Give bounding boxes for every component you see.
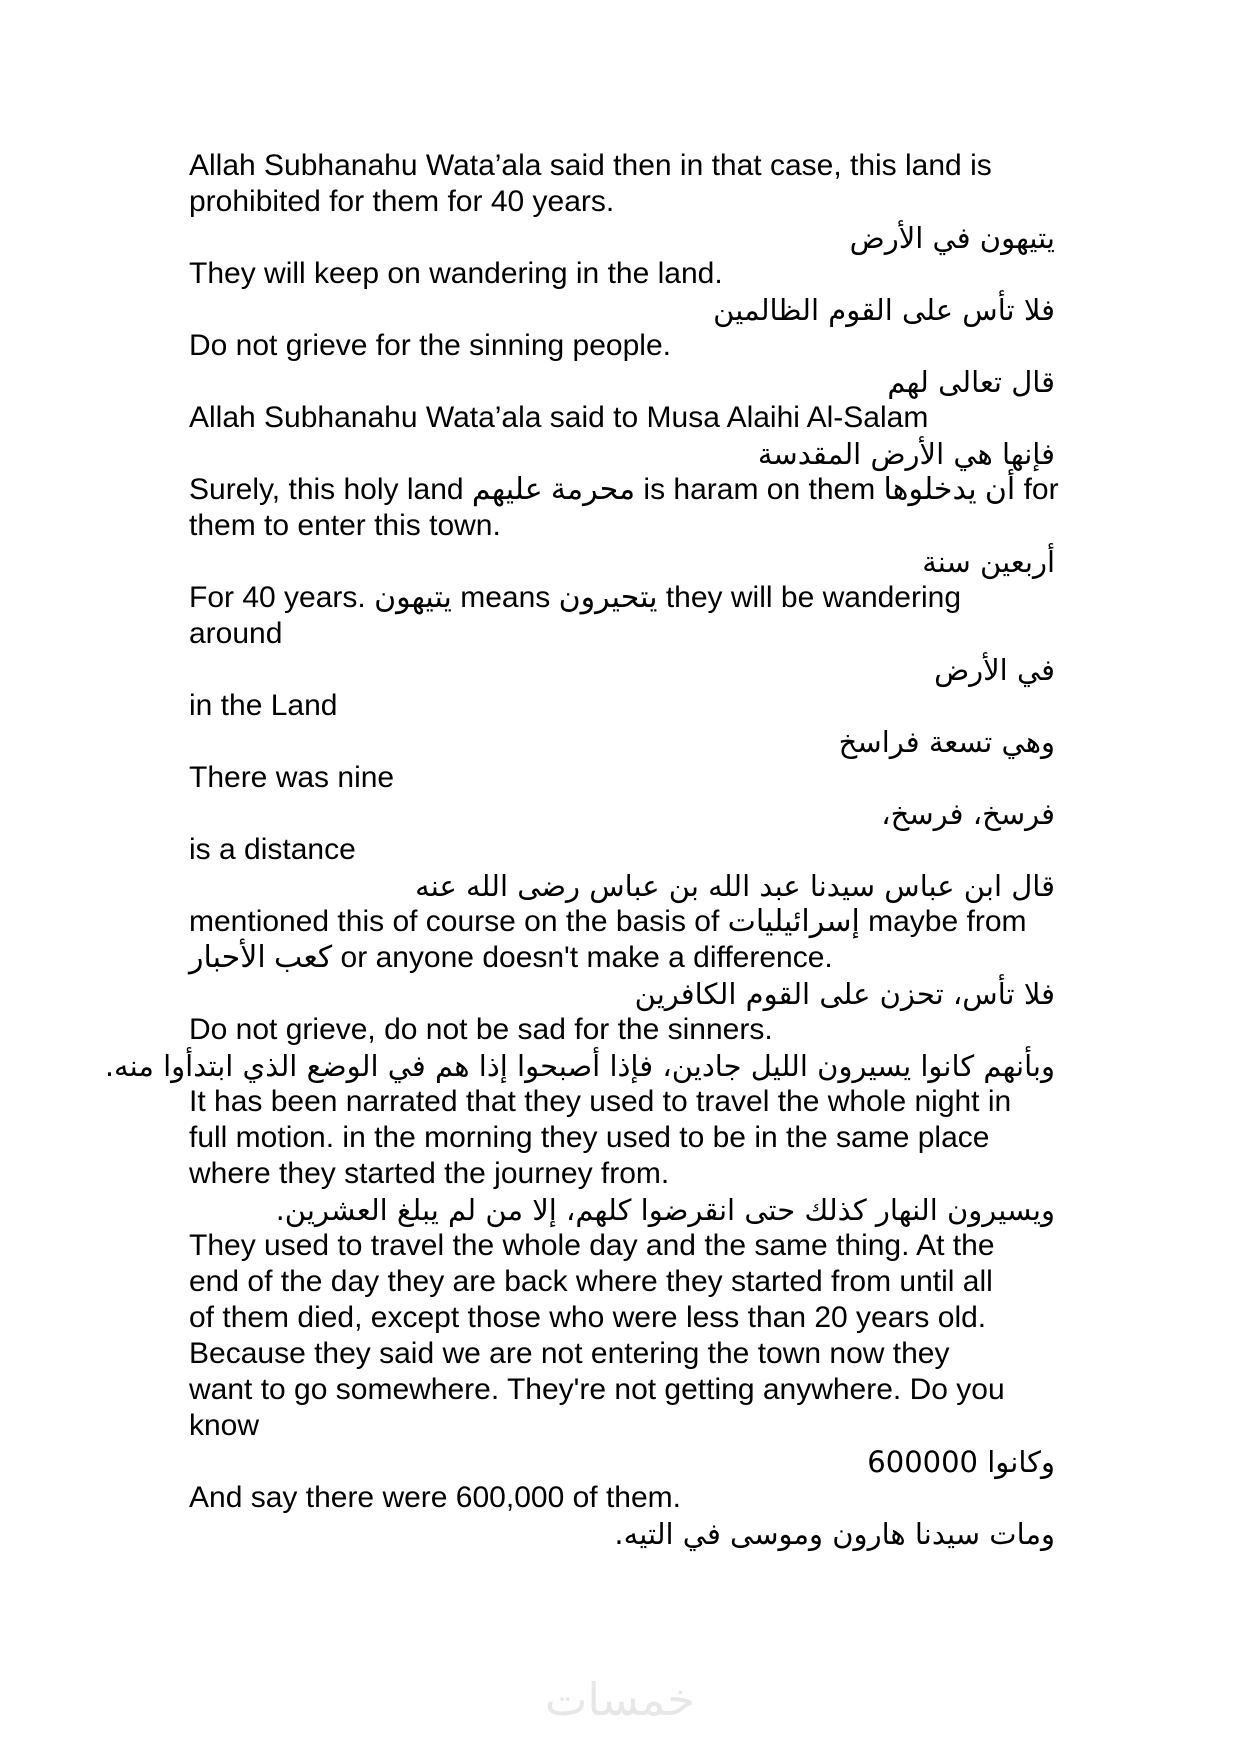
english-line: want to go somewhere. They're not getting anywhere. Do you [189, 1373, 1005, 1406]
arabic-line: فلا تأس، تحزن على القوم الكافرين [634, 977, 1055, 1011]
arabic-line: وبأنهم كانوا يسيرون الليل جادين، فإذا أصبحوا إذا هم في الوضع الذي ابتدأوا منه. [104, 1049, 1055, 1083]
mixed-line: For 40 years. يتيهون means يتحيرون they will be wandering [189, 581, 962, 614]
arabic-line: وكانوا 600000 [867, 1445, 1055, 1479]
arabic-line: قال ابن عباس سيدنا عبد الله بن عباس رضى الله عنه [415, 869, 1055, 903]
english-line: prohibited for them for 40 years. [189, 185, 615, 218]
arabic-line: ومات سيدنا هارون وموسى في التيه. [614, 1517, 1055, 1551]
arabic-line: فرسخ، فرسخ، [881, 797, 1055, 831]
english-line: where they started the journey from. [189, 1157, 670, 1190]
english-line: is a distance [189, 833, 356, 866]
english-line: Do not grieve for the sinning people. [189, 329, 671, 362]
mixed-line: Surely, this holy land محرمة عليهم is haram on them أن يدخلوها for [189, 473, 1059, 506]
mixed-line: كعب الأحبار or anyone doesn't make a difference. [189, 941, 833, 974]
arabic-line: وهي تسعة فراسخ [838, 725, 1055, 759]
arabic-line: قال تعالى لهم [887, 365, 1055, 399]
arabic-line: فلا تأس على القوم الظالمين [713, 293, 1055, 327]
arabic-line: أربعين سنة [922, 545, 1055, 579]
english-line: And say there were 600,000 of them. [189, 1481, 681, 1514]
english-line: It has been narrated that they used to travel the whole night in [189, 1085, 1012, 1118]
arabic-line: في الأرض [934, 653, 1055, 687]
english-line: end of the day they are back where they started from until all [189, 1265, 993, 1298]
english-line: full motion. in the morning they used to be in the same place [189, 1121, 990, 1154]
arabic-line: فإنها هي الأرض المقدسة [757, 437, 1055, 471]
english-line: around [189, 617, 283, 650]
english-line: Because they said we are not entering the town now they [189, 1337, 950, 1370]
english-line: There was nine [189, 761, 395, 794]
arabic-line: يتيهون في الأرض [849, 221, 1055, 255]
english-line: They will keep on wandering in the land. [189, 257, 723, 290]
document-text-block [104, 148, 1059, 1552]
khamsat-watermark: خمسات [544, 1673, 696, 1726]
english-line: Allah Subhanahu Wata’ala said then in that case, this land is [189, 149, 992, 182]
english-line: Allah Subhanahu Wata’ala said to Musa Alaihi Al-Salam [189, 401, 929, 434]
english-line: know [189, 1409, 260, 1442]
mixed-line: mentioned this of course on the basis of إسرائيليات maybe from [189, 905, 1027, 938]
arabic-line: ويسيرون النهار كذلك حتى انقرضوا كلهم، إلا من لم يبلغ العشرين. [275, 1193, 1055, 1227]
english-line: them to enter this town. [189, 509, 501, 542]
english-line: Do not grieve, do not be sad for the sinners. [189, 1013, 773, 1046]
english-line: in the Land [189, 689, 338, 722]
english-line: of them died, except those who were less than 20 years old. [189, 1301, 987, 1334]
english-line: They used to travel the whole day and the same thing. At the [189, 1229, 995, 1262]
